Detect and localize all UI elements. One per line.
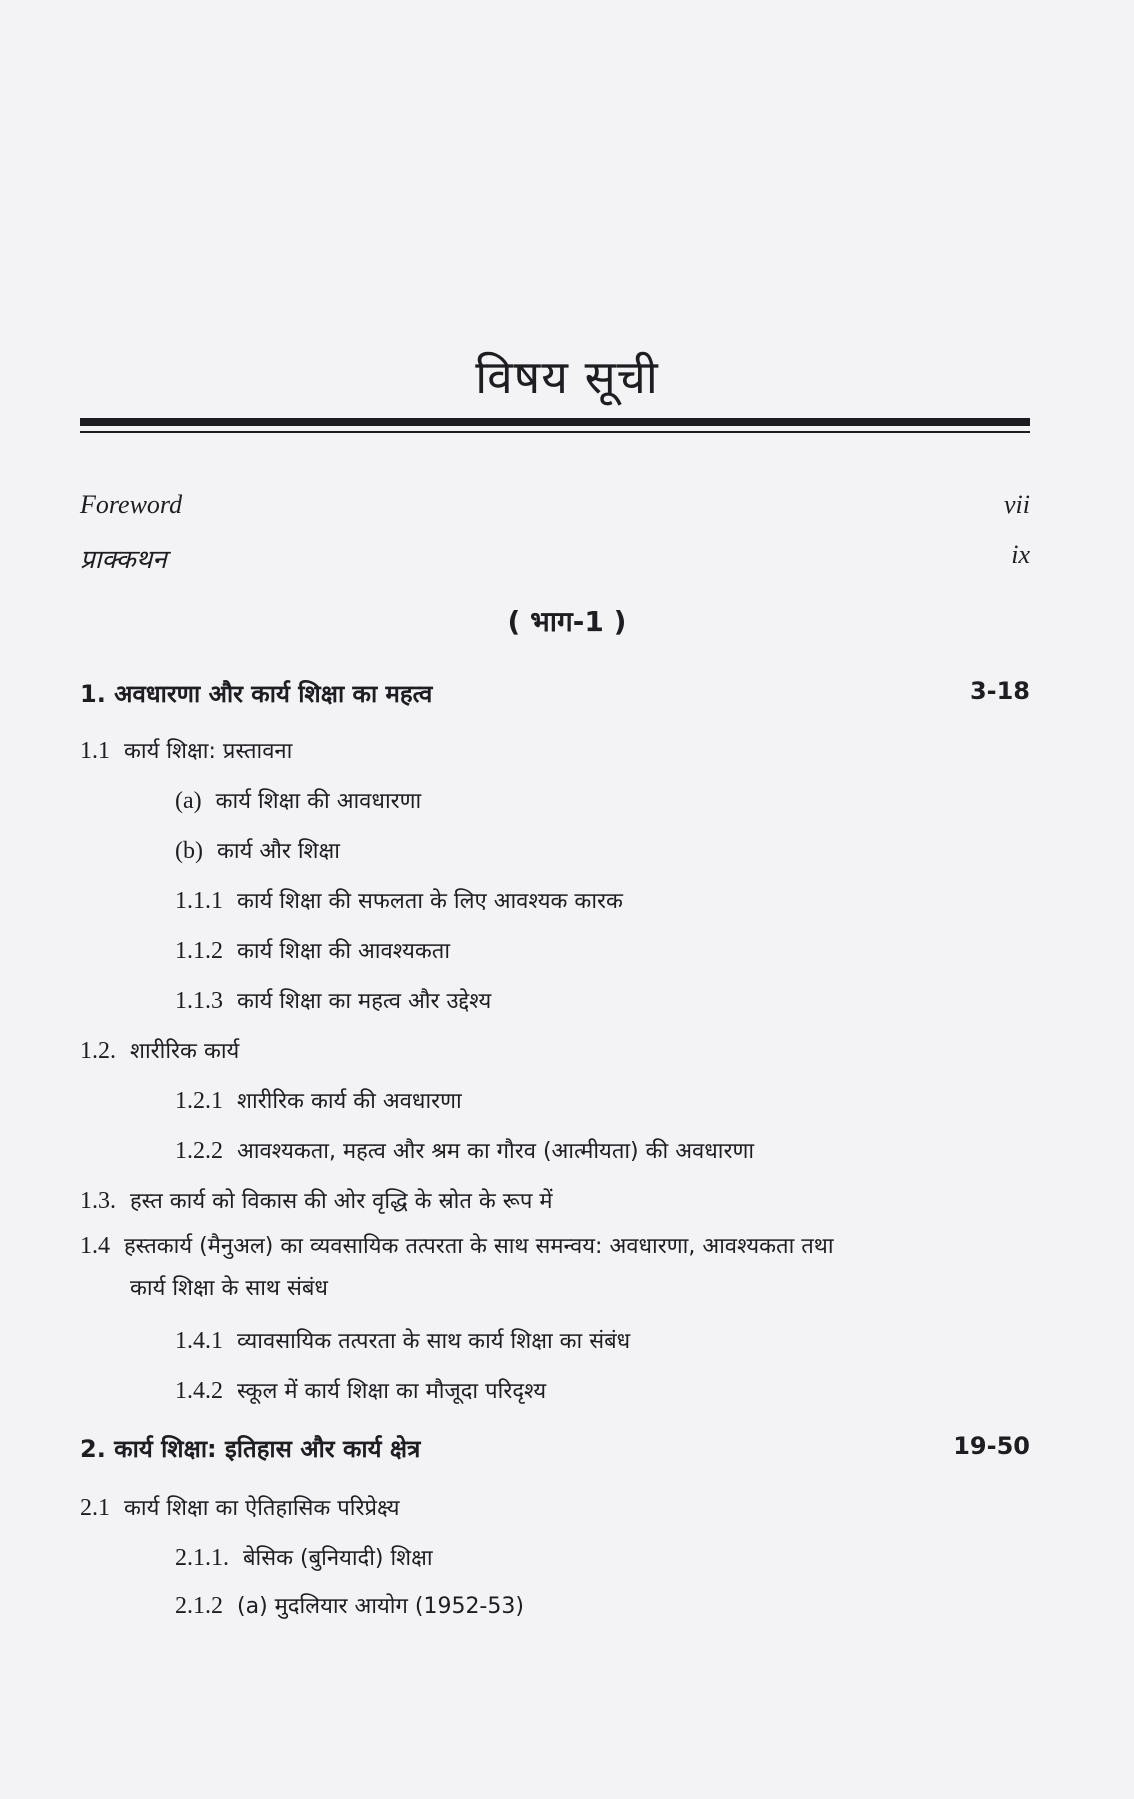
item-text: शारीरिक कार्य <box>130 1039 240 1064</box>
item-number: 1.1.2 <box>175 938 223 964</box>
toc-item-1-4-continued: कार्य शिक्षा के साथ संबंध <box>130 1276 328 1301</box>
item-text: कार्य शिक्षा की आवश्यकता <box>237 939 451 964</box>
item-text: कार्य और शिक्षा <box>216 839 340 864</box>
item-text: हस्तकार्य (मैनुअल) का व्यवसायिक तत्परता के साथ समन्वय: अवधारणा, आवश्यकता तथा <box>124 1234 834 1259</box>
toc-item-1-1-3[interactable] <box>175 985 491 1015</box>
title-rule-thin <box>80 431 1030 433</box>
item-text: आवश्यकता, महत्व और श्रम का गौरव (आत्मीयता) की अवधारणा <box>237 1139 755 1164</box>
chapter-page-range: 3-18 <box>969 677 1030 705</box>
item-number: 1.1.1 <box>175 888 223 914</box>
page-title: विषय सूची <box>475 350 659 404</box>
item-number: 1.2. <box>80 1038 116 1064</box>
toc-item-1-2-2[interactable] <box>175 1135 754 1165</box>
part-heading: ( भाग-1 ) <box>507 605 627 638</box>
toc-item-2-1-2[interactable] <box>175 1590 524 1620</box>
toc-entry-page: ix <box>1011 540 1030 569</box>
toc-item-1-2[interactable] <box>80 1035 239 1065</box>
item-number: 2.1.1. <box>175 1545 229 1571</box>
title-rule-thick <box>80 418 1030 426</box>
item-text: हस्त कार्य को विकास की ओर वृद्धि के स्रोत के रूप में <box>130 1189 553 1214</box>
item-number: 1.2.2 <box>175 1138 223 1164</box>
chapter-1-heading[interactable] <box>80 677 1030 710</box>
chapter-page-range: 19-50 <box>953 1432 1030 1460</box>
toc-item-1-4-1[interactable] <box>175 1325 630 1355</box>
toc-item-1-1-a[interactable] <box>175 785 421 815</box>
toc-entry-page: vii <box>1004 490 1030 519</box>
toc-item-1-1[interactable] <box>80 735 292 765</box>
toc-item-1-1-2[interactable] <box>175 935 450 965</box>
toc-entry-prakkathan[interactable] <box>80 540 1030 576</box>
item-text: कार्य शिक्षा की सफलता के लिए आवश्यक कारक <box>237 889 623 914</box>
toc-item-1-4-2[interactable] <box>175 1375 546 1405</box>
item-text: कार्य शिक्षा: प्रस्तावना <box>124 739 293 764</box>
item-text: बेसिक (बुनियादी) शिक्षा <box>243 1546 433 1571</box>
chapter-title: 1. अवधारणा और कार्य शिक्षा का महत्व <box>80 680 433 708</box>
item-number: 2.1.2 <box>175 1593 223 1619</box>
item-text: कार्य शिक्षा की आवधारणा <box>215 789 422 814</box>
toc-item-2-1[interactable] <box>80 1492 400 1522</box>
item-text: व्यावसायिक तत्परता के साथ कार्य शिक्षा का संबंध <box>237 1329 631 1354</box>
item-text: शारीरिक कार्य की अवधारणा <box>237 1089 462 1114</box>
item-number: 1.1.3 <box>175 988 223 1014</box>
item-text: कार्य शिक्षा का ऐतिहासिक परिप्रेक्ष्य <box>124 1496 400 1521</box>
toc-entry-label: प्राक्कथन <box>80 545 167 574</box>
item-number: (b) <box>175 838 203 864</box>
item-number: 1.4.2 <box>175 1378 223 1404</box>
toc-entry-foreword[interactable] <box>80 490 1030 520</box>
chapter-title: 2. कार्य शिक्षा: इतिहास और कार्य क्षेत्र <box>80 1435 421 1463</box>
item-number: 1.4.1 <box>175 1328 223 1354</box>
toc-item-1-3[interactable] <box>80 1185 553 1215</box>
toc-item-1-1-b[interactable] <box>175 835 340 865</box>
toc-entry-label: Foreword <box>80 490 183 519</box>
item-number: (a) <box>175 788 202 814</box>
toc-item-1-4[interactable] <box>80 1230 834 1260</box>
item-number: 1.1 <box>80 738 110 764</box>
item-number: 1.3. <box>80 1188 116 1214</box>
item-text: (a) मुदलियार आयोग (1952-53) <box>237 1594 524 1619</box>
item-number: 1.2.1 <box>175 1088 223 1114</box>
item-number: 2.1 <box>80 1495 110 1521</box>
toc-item-1-1-1[interactable] <box>175 885 623 915</box>
item-number: 1.4 <box>80 1233 110 1259</box>
item-text: कार्य शिक्षा का महत्व और उद्देश्य <box>237 989 492 1014</box>
toc-item-1-2-1[interactable] <box>175 1085 462 1115</box>
toc-item-2-1-1[interactable] <box>175 1542 433 1572</box>
item-text: स्कूल में कार्य शिक्षा का मौजूदा परिदृश्य <box>237 1379 547 1404</box>
chapter-2-heading[interactable] <box>80 1432 1030 1465</box>
